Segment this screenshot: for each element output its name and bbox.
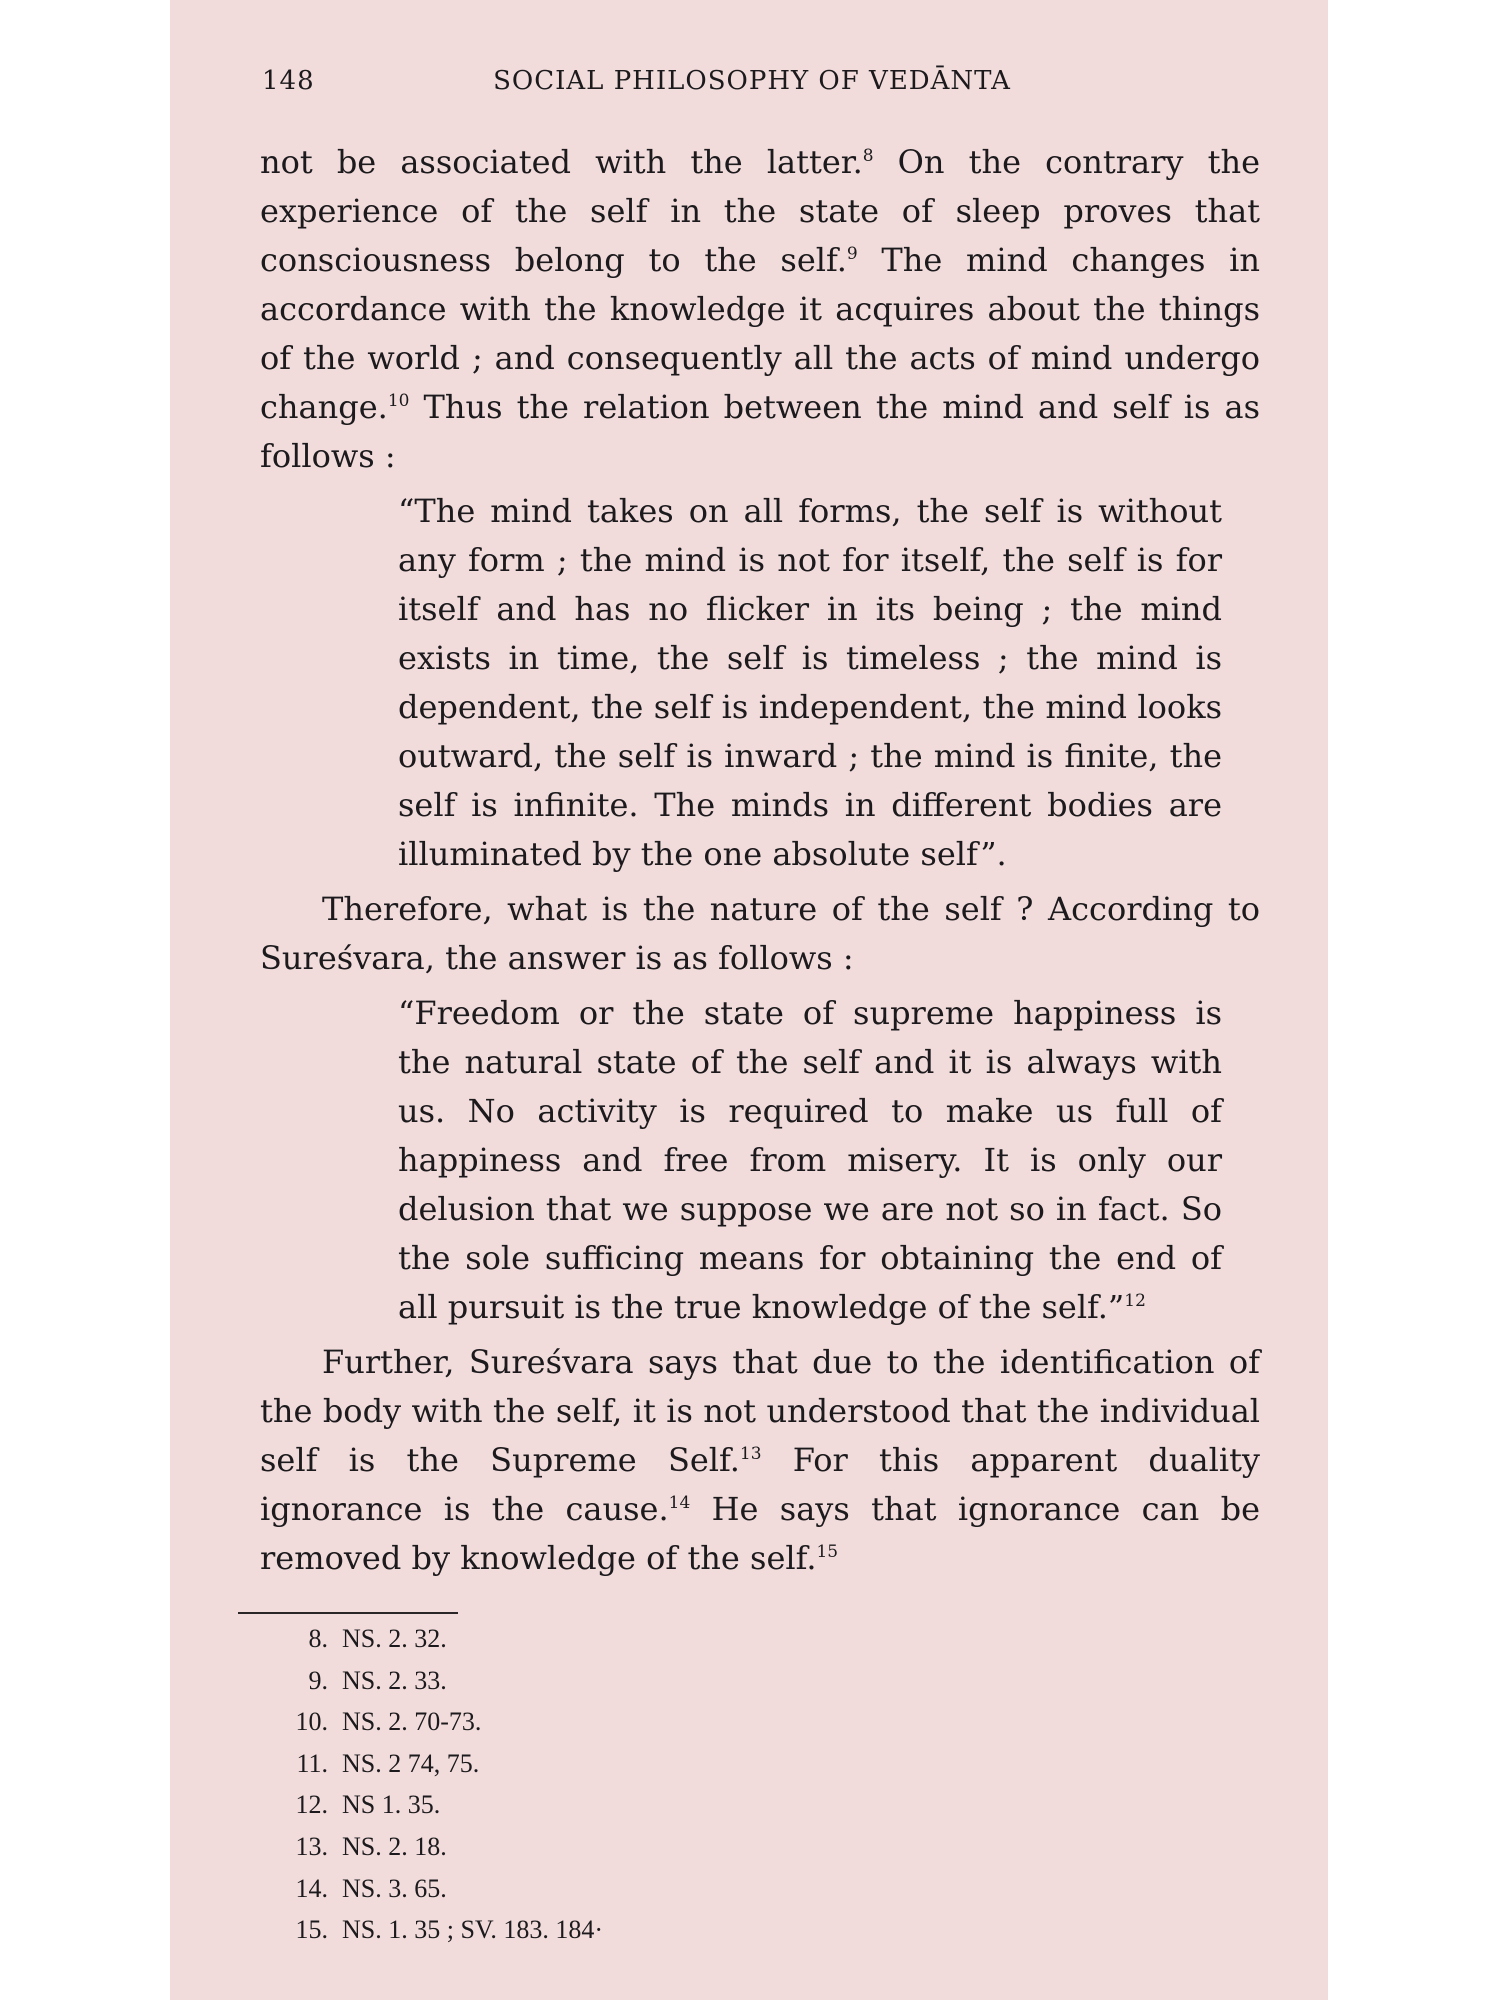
footnote-text: NS. 2. 32. bbox=[342, 1624, 447, 1653]
footnote-ref-9: 9 bbox=[846, 244, 858, 264]
footnote-text: NS. 3. 65. bbox=[342, 1873, 447, 1903]
footnote-number: 11. bbox=[296, 1748, 328, 1778]
footnote-ref-15: 15 bbox=[816, 1542, 839, 1562]
footnote-ref-12: 12 bbox=[1124, 1291, 1146, 1311]
footnote-number: 12. bbox=[295, 1790, 328, 1820]
footnote-item bbox=[270, 1868, 870, 1910]
footnote-item bbox=[270, 1909, 870, 1951]
footnote-text: NS. 2. 70-73. bbox=[342, 1707, 482, 1737]
footnote-item bbox=[270, 1618, 870, 1660]
footnote-text: NS 1. 35. bbox=[342, 1790, 441, 1820]
footnote-text: NS. 2 74, 75. bbox=[342, 1748, 480, 1778]
paragraph-3-text-3: He says that ignorance can be removed by knowledge of the self. bbox=[260, 1490, 1260, 1577]
paragraph-3-text-1: Further, Sureśvara says that due to the identification of the body with the self, it is not understood that the individual self is the Supreme Self. bbox=[260, 1343, 1260, 1479]
footnote-item bbox=[270, 1826, 870, 1868]
block-quote-2-text: “Freedom or the state of supreme happiness is the natural state of the self and it is always with us. No activity is required to make us full of happiness and free from misery. It is only our delusion that we suppose we are not so in fact. So the sole sufficing means for obtaining the end of all pursuit is the true knowledge of the self.” bbox=[398, 994, 1222, 1326]
footnote-item bbox=[270, 1701, 870, 1743]
footnote-text: NS. 2. 18. bbox=[342, 1831, 447, 1861]
footnote-item bbox=[270, 1784, 870, 1826]
footnote-ref-8: 8 bbox=[862, 146, 874, 166]
paragraph-1-text-1: not be associated with the latter. bbox=[260, 143, 863, 181]
page-number: 148 bbox=[262, 66, 315, 96]
footnote-divider bbox=[238, 1612, 458, 1614]
paragraph-1-text-3: The mind changes in accordance with the knowledge it acquires about the things of the world ; and consequently all the acts of mind undergo change. bbox=[260, 241, 1260, 426]
footnote-number: 13. bbox=[295, 1831, 328, 1861]
paragraph-3-text-2: For this apparent duality ignorance is the cause. bbox=[260, 1441, 1260, 1528]
footnote-text: NS. 2. 33. bbox=[342, 1665, 447, 1695]
footnote-text: NS. 1. 35 ; SV. 183. 184· bbox=[342, 1915, 604, 1945]
footnote-ref-10: 10 bbox=[387, 391, 410, 411]
paragraph-1-text-4: Thus the relation between the mind and self is as follows : bbox=[260, 388, 1260, 475]
paragraph-2 bbox=[260, 885, 1260, 983]
footnote-number: 8. bbox=[308, 1624, 328, 1653]
paragraph-1-text-2: On the contrary the experience of the self in the state of sleep proves that consciousness belong to the self. bbox=[260, 143, 1261, 279]
footnote-item bbox=[270, 1743, 870, 1785]
footnote-number: 9. bbox=[308, 1665, 328, 1695]
footnote-item bbox=[270, 1660, 870, 1702]
paragraph-2-text: Therefore, what is the nature of the self ? According to Sureśvara, the answer is as follows : bbox=[260, 890, 1260, 977]
footnote-number: 15. bbox=[295, 1915, 328, 1945]
footnote-number: 10. bbox=[295, 1707, 328, 1737]
paragraph-3 bbox=[260, 1338, 1260, 1583]
block-quote-1-text: “The mind takes on all forms, the self is without any form ; the mind is not for itself, the self is for itself and has no flicker in its being ; the mind exists in time, the self is timeless ; the mind is dependent, the self is independent, the mind looks outward, the self is inward ; the mind is finite, the self is infinite. The minds in different bodies are illuminated by the one absolute self”. bbox=[398, 492, 1222, 873]
block-quote-2 bbox=[398, 989, 1222, 1332]
body-text bbox=[260, 138, 1260, 1583]
footnote-number: 14. bbox=[295, 1873, 328, 1903]
book-page bbox=[170, 0, 1328, 2000]
footnote-ref-14: 14 bbox=[668, 1493, 691, 1513]
block-quote-1 bbox=[398, 487, 1222, 879]
paragraph-1 bbox=[260, 138, 1260, 481]
footnote-ref-13: 13 bbox=[739, 1444, 762, 1464]
footnotes bbox=[270, 1618, 870, 1951]
running-title: SOCIAL PHILOSOPHY OF VEDĀNTA bbox=[493, 66, 1011, 96]
